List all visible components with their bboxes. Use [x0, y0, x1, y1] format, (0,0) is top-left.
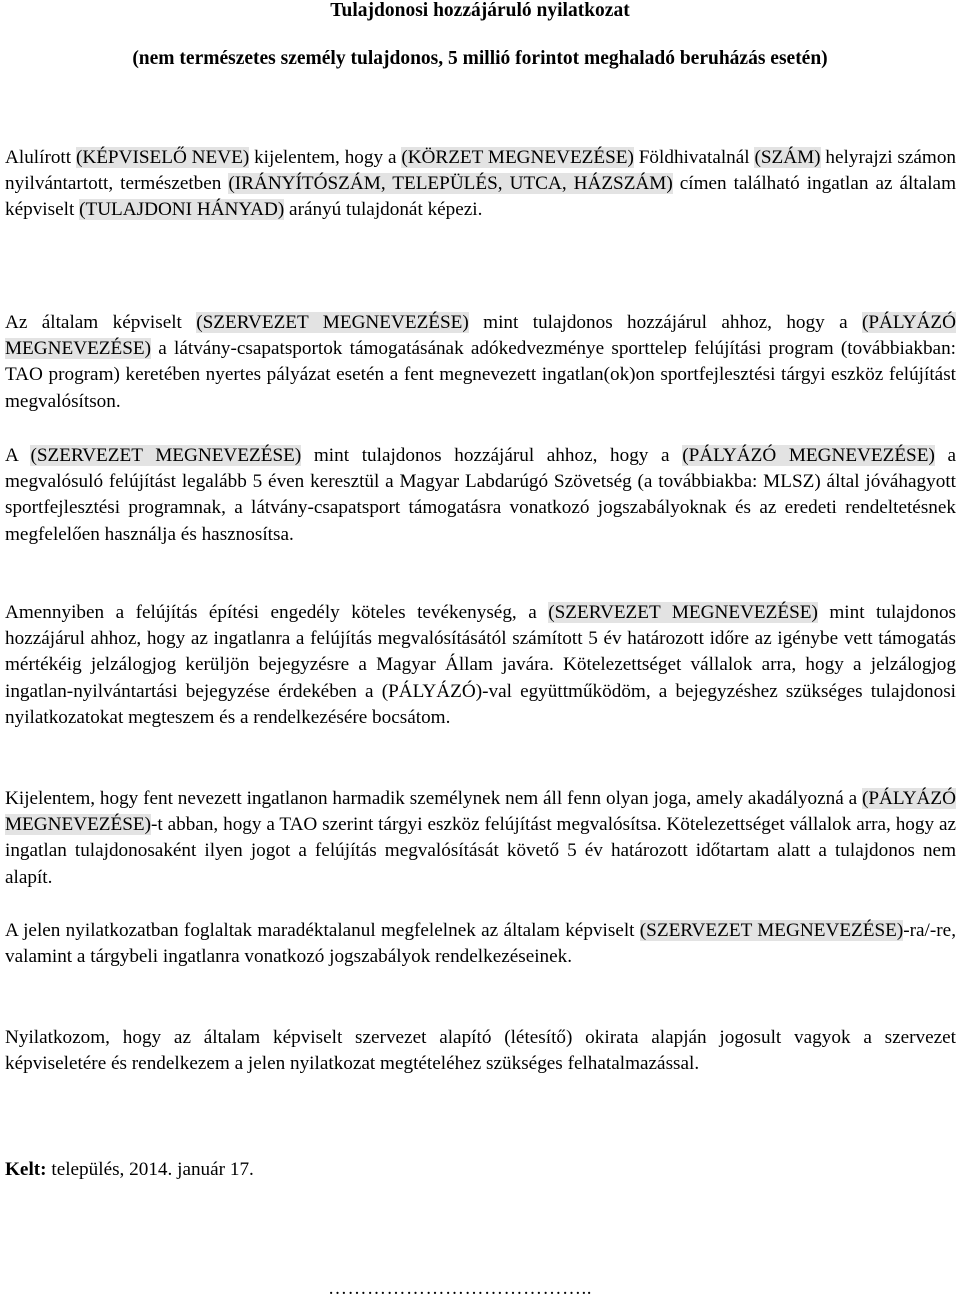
paragraph-text: -ra/-re, valamint a tárgybeli ingatlanra vonatkozó jogszabályok rendelkezéseinek.: [5, 920, 956, 968]
paragraph-text: -t abban, hogy a TAO szerint tárgyi eszköz felújítást megvalósítsa. Kötelezettséget vállalok arra, hogy az ingatlan tulajdonosaként ilyen jogot a felújítás megvalósítását követő 5 év határozott időtartam alatt a tulajdonos nem alapít.: [5, 814, 956, 888]
paragraph-compliance: [5, 918, 956, 970]
paragraph-text: Alulírott: [5, 147, 76, 168]
paragraph-text: Nyilatkozom, hogy az általam képviselt szervezet alapító (létesítő) okirata alapján jogosult vagyok a szervezet képviseletére és rendelkezem a jelen nyilatkozat megtételéhez szükséges felhatalmazással.: [5, 1027, 956, 1075]
paragraph-authorization: [5, 1025, 956, 1077]
placeholder-field: (KÉPVISELŐ NEVE): [75, 147, 250, 168]
placeholder-field: (PÁLYÁZÓ MEGNEVEZÉSE): [682, 445, 935, 466]
placeholder-field: (SZÁM): [754, 147, 821, 168]
placeholder-field: (SZERVEZET MEGNEVEZÉSE): [196, 312, 469, 333]
document-title: Tulajdonosi hozzájáruló nyilatkozat: [330, 0, 630, 21]
paragraph-text: Amennyiben a felújítás építési engedély köteles tevékenység, a: [5, 602, 549, 623]
kelt-value: település, 2014. január 17.: [46, 1159, 254, 1180]
paragraph-text: Kijelentem, hogy fent nevezett ingatlanon harmadik személynek nem áll fenn olyan joga, amely akadályozná a: [5, 788, 862, 809]
placeholder-field: (IRÁNYÍTÓSZÁM, TELEPÜLÉS, UTCA, HÁZSZÁM): [228, 173, 673, 195]
signature-line: …………………………………..: [328, 1278, 592, 1299]
paragraph-text: mint tulajdonos hozzájárul ahhoz, hogy a: [301, 445, 683, 466]
paragraph-third-party-rights: [5, 786, 956, 891]
placeholder-field: (KÖRZET MEGNEVEZÉSE): [401, 147, 634, 168]
paragraph-text: mint tulajdonos hozzájárul ahhoz, hogy az ingatlanra a felújítás megvalósításától számított 5 év határozott időre az igénybe vett támogatás mértékéig jelzálogjog kerüljön bejegyzésre a Magyar Állam javára. Kötelezettséget vállalok arra, hogy a jelzálogjog ingatlan-nyilvántartási bejegyzése érdekében a (PÁLYÁZÓ)-val együttműködöm, a bejegyzéshez szükséges tulajdonosi nyilatkozatokat megteszem és a rendelkezésére bocsátom.: [5, 602, 957, 728]
paragraph-text: A: [5, 445, 31, 466]
date-place-line: [5, 1157, 254, 1183]
placeholder-field: (TULAJDONI HÁNYAD): [79, 199, 285, 221]
paragraph-text: helyrajzi számon nyilvántartott, természetben: [5, 147, 957, 195]
paragraph-text: Földhivatalnál: [633, 147, 755, 168]
placeholder-field: (SZERVEZET MEGNEVEZÉSE): [548, 602, 818, 623]
document-subtitle: (nem természetes személy tulajdonos, 5 millió forintot meghaladó beruházás esetén): [132, 48, 828, 69]
paragraph-text: a megvalósuló felújítást legalább 5 éven keresztül a Magyar Labdarúgó Szövetség (a továbbiakba: MLSZ) által jóváhagyott sportfejlesztési programnak, a látvány-csapatsport támogatásra vonatkozó jogszabályoknak és az eredeti rendeltetésnek megfelelően használja és hasznosítsa.: [5, 445, 956, 545]
paragraph-text: arányú tulajdonát képezi.: [284, 199, 483, 221]
paragraph-mortgage: [5, 600, 956, 731]
paragraph-text: kijelentem, hogy a: [249, 147, 402, 168]
paragraph-text: A jelen nyilatkozatban foglaltak maradéktalanul megfelelnek az általam képviselt: [5, 920, 640, 941]
paragraph-text: Az általam képviselt: [5, 312, 197, 333]
paragraph-ownership: [5, 145, 956, 224]
paragraph-text: a látvány-csapatsportok támogatásának adókedvezménye sporttelep felújítási program (továbbiakban: TAO program) keretében nyertes pályázat esetén a fent megnevezett ingatlan(ok)on sportfejlesztési tárgyi eszköz felújítást megvalósítson.: [5, 338, 956, 412]
placeholder-field: (PÁLYÁZÓ MEGNEVEZÉSE): [5, 312, 956, 360]
paragraph-text: címen található ingatlan az általam képviselt: [5, 173, 956, 221]
paragraph-text: mint tulajdonos hozzájárul ahhoz, hogy a: [468, 312, 862, 333]
placeholder-field: (PÁLYÁZÓ MEGNEVEZÉSE): [5, 788, 956, 836]
placeholder-field: (SZERVEZET MEGNEVEZÉSE): [30, 445, 302, 466]
paragraph-consent-usage: [5, 443, 956, 548]
placeholder-field: (SZERVEZET MEGNEVEZÉSE): [639, 920, 904, 941]
paragraph-consent-renovation: [5, 310, 956, 415]
kelt-label: Kelt:: [5, 1159, 47, 1180]
